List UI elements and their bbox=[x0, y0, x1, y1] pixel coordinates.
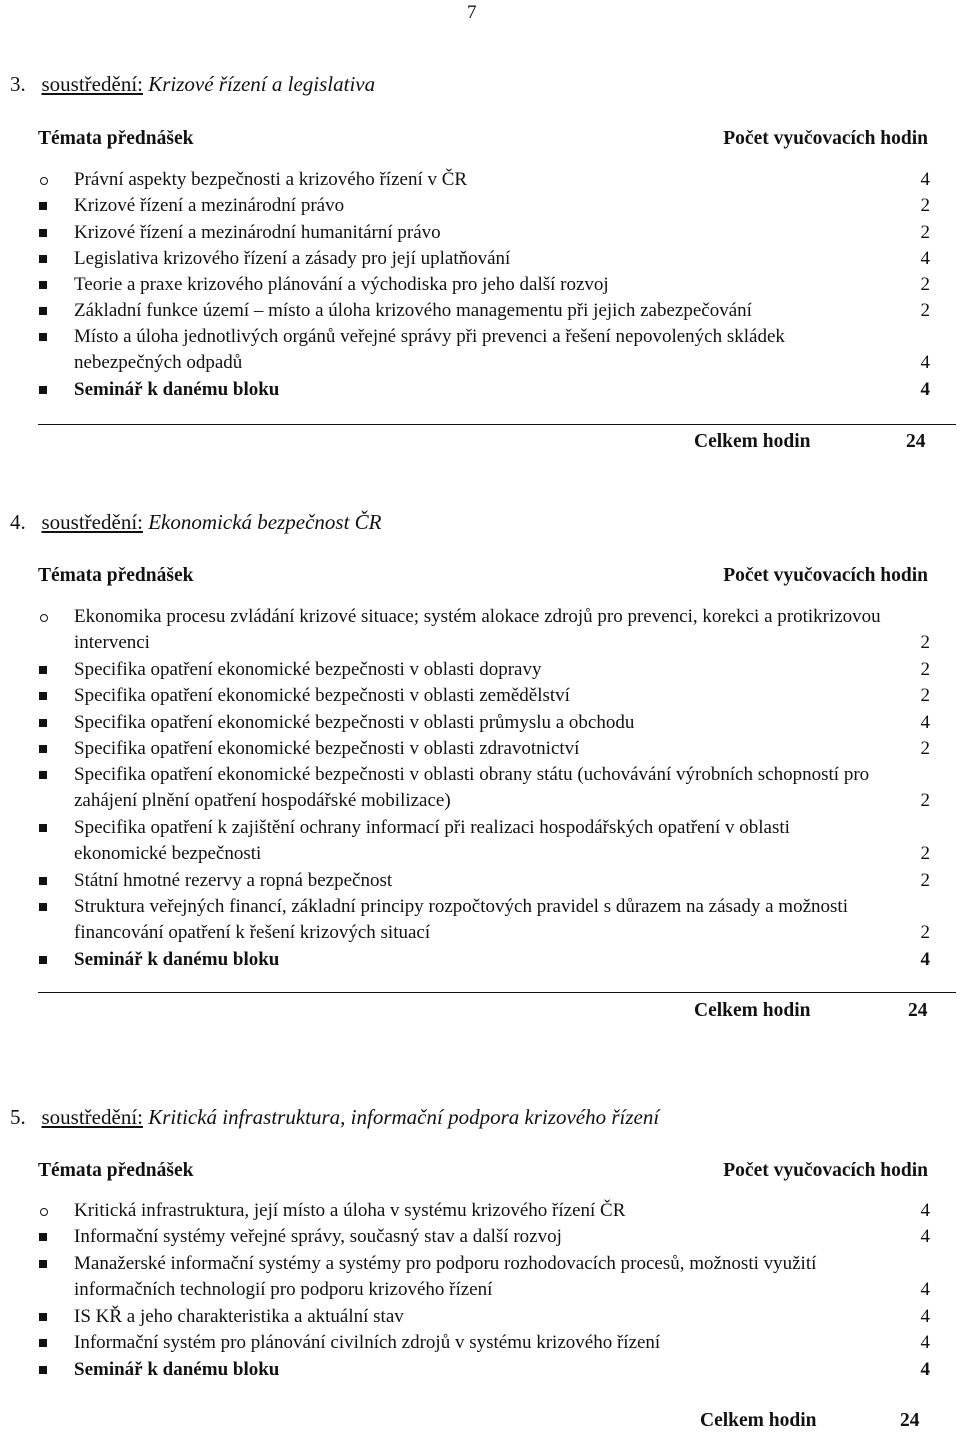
item-text: Specifika opatření ekonomické bezpečnosti v oblasti obrany státu (uchovávání výrobních schopností pro zahájení plnění opatření hospodářské mobilizace) bbox=[74, 764, 870, 812]
column-header-topics: Témata přednášek bbox=[38, 1160, 194, 1181]
column-header-hours: Počet vyučovacích hodin bbox=[723, 565, 928, 586]
section-total-4 bbox=[694, 1000, 928, 1022]
list-item bbox=[38, 815, 930, 868]
item-hours: 2 bbox=[920, 195, 930, 216]
item-text: Seminář k danému bloku bbox=[74, 949, 280, 970]
section-total-3 bbox=[694, 431, 926, 453]
item-hours: 2 bbox=[920, 870, 930, 891]
column-header-topics: Témata přednášek bbox=[38, 128, 194, 149]
square-bullet-icon bbox=[39, 824, 47, 832]
total-label: Celkem hodin bbox=[700, 1410, 817, 1431]
list-item bbox=[38, 324, 930, 377]
item-hours: 2 bbox=[920, 685, 930, 706]
item-text: Seminář k danému bloku bbox=[74, 1359, 280, 1380]
circle-bullet-icon bbox=[40, 1208, 48, 1216]
item-text: Specifika opatření ekonomické bezpečnosti v oblasti zemědělství bbox=[74, 685, 570, 706]
section-number: 4. bbox=[10, 510, 26, 534]
list-item bbox=[38, 272, 930, 298]
square-bullet-icon bbox=[39, 229, 47, 237]
item-text: Kritická infrastruktura, její místo a úloha v systému krizového řízení ČR bbox=[74, 1200, 626, 1221]
item-hours: 2 bbox=[920, 300, 930, 321]
item-text: Legislativa krizového řízení a zásady pro její uplatňování bbox=[74, 248, 511, 269]
square-bullet-icon bbox=[39, 1366, 47, 1374]
section-label: soustředění: bbox=[41, 72, 143, 96]
circle-bullet-icon bbox=[40, 177, 48, 185]
list-item bbox=[38, 220, 930, 246]
square-bullet-icon bbox=[39, 1339, 47, 1347]
item-hours: 2 bbox=[920, 922, 930, 944]
item-hours: 4 bbox=[920, 1332, 930, 1353]
square-bullet-icon bbox=[39, 719, 47, 727]
section-label: soustředění: bbox=[41, 1105, 143, 1129]
section-number: 3. bbox=[10, 72, 26, 96]
item-text: Teorie a praxe krizového plánování a východiska pro jeho další rozvoj bbox=[74, 274, 609, 295]
item-text: Krizové řízení a mezinárodní právo bbox=[74, 195, 345, 216]
item-hours: 4 bbox=[920, 1279, 930, 1301]
item-text: Informační systém pro plánování civilních zdrojů v systému krizového řízení bbox=[74, 1332, 661, 1353]
square-bullet-icon bbox=[39, 903, 47, 911]
item-hours: 4 bbox=[920, 169, 930, 190]
item-text: Místo a úloha jednotlivých orgánů veřejné správy při prevenci a řešení nepovolených skládek nebezpečných odpadů bbox=[74, 326, 785, 374]
circle-bullet-icon bbox=[40, 614, 48, 622]
list-item bbox=[38, 1357, 930, 1383]
column-header-topics: Témata přednášek bbox=[38, 565, 194, 586]
item-hours: 2 bbox=[920, 274, 930, 295]
list-item bbox=[38, 868, 930, 894]
list-item bbox=[38, 683, 930, 709]
list-item bbox=[38, 246, 930, 272]
total-label: Celkem hodin bbox=[694, 1000, 811, 1021]
list-item bbox=[38, 604, 930, 657]
square-bullet-icon bbox=[39, 1233, 47, 1241]
column-headers bbox=[38, 128, 928, 150]
section-title: Kritická infrastruktura, informační podpora krizového řízení bbox=[148, 1105, 660, 1129]
list-item bbox=[38, 947, 930, 973]
divider bbox=[38, 424, 956, 425]
item-hours: 4 bbox=[920, 248, 930, 269]
square-bullet-icon bbox=[39, 666, 47, 674]
list-item bbox=[38, 193, 930, 219]
square-bullet-icon bbox=[39, 386, 47, 394]
item-text: Ekonomika procesu zvládání krizové situace; systém alokace zdrojů pro prevenci, korekci a protikrizovou intervenci bbox=[74, 606, 881, 654]
list-item bbox=[38, 657, 930, 683]
item-text: Specifika opatření ekonomické bezpečnosti v oblasti průmyslu a obchodu bbox=[74, 712, 635, 733]
item-hours: 4 bbox=[920, 352, 930, 374]
item-text: Seminář k danému bloku bbox=[74, 379, 280, 400]
square-bullet-icon bbox=[39, 745, 47, 753]
section-heading-3 bbox=[10, 72, 375, 97]
section-title: Krizové řízení a legislativa bbox=[148, 72, 376, 96]
item-hours: 4 bbox=[920, 1200, 930, 1221]
item-text: Právní aspekty bezpečnosti a krizového řízení v ČR bbox=[74, 169, 468, 190]
item-hours: 4 bbox=[920, 1359, 930, 1380]
total-label: Celkem hodin bbox=[694, 431, 811, 452]
item-text: Státní hmotné rezervy a ropná bezpečnost bbox=[74, 870, 393, 891]
list-item bbox=[38, 894, 930, 947]
section-heading-5 bbox=[10, 1105, 659, 1130]
section-label: soustředění: bbox=[41, 510, 143, 534]
square-bullet-icon bbox=[39, 692, 47, 700]
section-number: 5. bbox=[10, 1105, 26, 1129]
total-hours: 24 bbox=[900, 1410, 920, 1431]
column-header-hours: Počet vyučovacích hodin bbox=[723, 128, 928, 149]
list-item bbox=[38, 298, 930, 324]
square-bullet-icon bbox=[39, 307, 47, 315]
item-hours: 2 bbox=[920, 659, 930, 680]
item-hours: 2 bbox=[920, 790, 930, 812]
item-hours: 2 bbox=[920, 843, 930, 865]
item-hours: 4 bbox=[920, 379, 930, 400]
list-item bbox=[38, 1304, 930, 1330]
square-bullet-icon bbox=[39, 255, 47, 263]
total-hours: 24 bbox=[908, 1000, 928, 1021]
column-header-hours: Počet vyučovacích hodin bbox=[723, 1160, 928, 1181]
square-bullet-icon bbox=[39, 1313, 47, 1321]
total-hours: 24 bbox=[906, 431, 926, 452]
list-item bbox=[38, 167, 930, 193]
square-bullet-icon bbox=[39, 956, 47, 964]
list-item bbox=[38, 710, 930, 736]
item-text: Krizové řízení a mezinárodní humanitární právo bbox=[74, 222, 441, 243]
list-item bbox=[38, 762, 930, 815]
item-text: Manažerské informační systémy a systémy pro podporu rozhodovacích procesů, možnosti využití informačních technologií pro podporu krizového řízení bbox=[74, 1253, 817, 1301]
square-bullet-icon bbox=[39, 877, 47, 885]
list-item bbox=[38, 736, 930, 762]
list-item bbox=[38, 377, 930, 403]
list-item bbox=[38, 1198, 930, 1224]
item-text: IS KŘ a jeho charakteristika a aktuální stav bbox=[74, 1306, 404, 1327]
list-item bbox=[38, 1251, 930, 1304]
section-total-5 bbox=[700, 1410, 920, 1432]
item-hours: 2 bbox=[920, 632, 930, 654]
item-text: Specifika opatření ekonomické bezpečnosti v oblasti dopravy bbox=[74, 659, 542, 680]
column-headers bbox=[38, 565, 928, 587]
square-bullet-icon bbox=[39, 771, 47, 779]
item-hours: 2 bbox=[920, 738, 930, 759]
item-hours: 2 bbox=[920, 222, 930, 243]
list-item bbox=[38, 1330, 930, 1356]
list-item bbox=[38, 1224, 930, 1250]
item-text: Specifika opatření ekonomické bezpečnosti v oblasti zdravotnictví bbox=[74, 738, 580, 759]
item-text: Specifika opatření k zajištění ochrany informací při realizaci hospodářských opatření v oblasti ekonomické bezpečnosti bbox=[74, 817, 790, 865]
square-bullet-icon bbox=[39, 333, 47, 341]
column-headers bbox=[38, 1160, 928, 1182]
section-title: Ekonomická bezpečnost ČR bbox=[148, 510, 382, 534]
square-bullet-icon bbox=[39, 1260, 47, 1268]
page-number: 7 bbox=[467, 2, 477, 23]
square-bullet-icon bbox=[39, 281, 47, 289]
divider bbox=[38, 992, 956, 993]
item-text: Základní funkce území – místo a úloha krizového managementu při jejich zabezpečování bbox=[74, 300, 752, 321]
item-hours: 4 bbox=[920, 949, 930, 970]
item-text: Informační systémy veřejné správy, současný stav a další rozvoj bbox=[74, 1226, 562, 1247]
item-hours: 4 bbox=[920, 1306, 930, 1327]
square-bullet-icon bbox=[39, 202, 47, 210]
item-hours: 4 bbox=[920, 712, 930, 733]
item-hours: 4 bbox=[920, 1226, 930, 1247]
item-text: Struktura veřejných financí, základní principy rozpočtových pravidel s důrazem na zásady a možnosti financování opatření k řešení krizových situací bbox=[74, 896, 848, 944]
section-heading-4 bbox=[10, 510, 382, 535]
